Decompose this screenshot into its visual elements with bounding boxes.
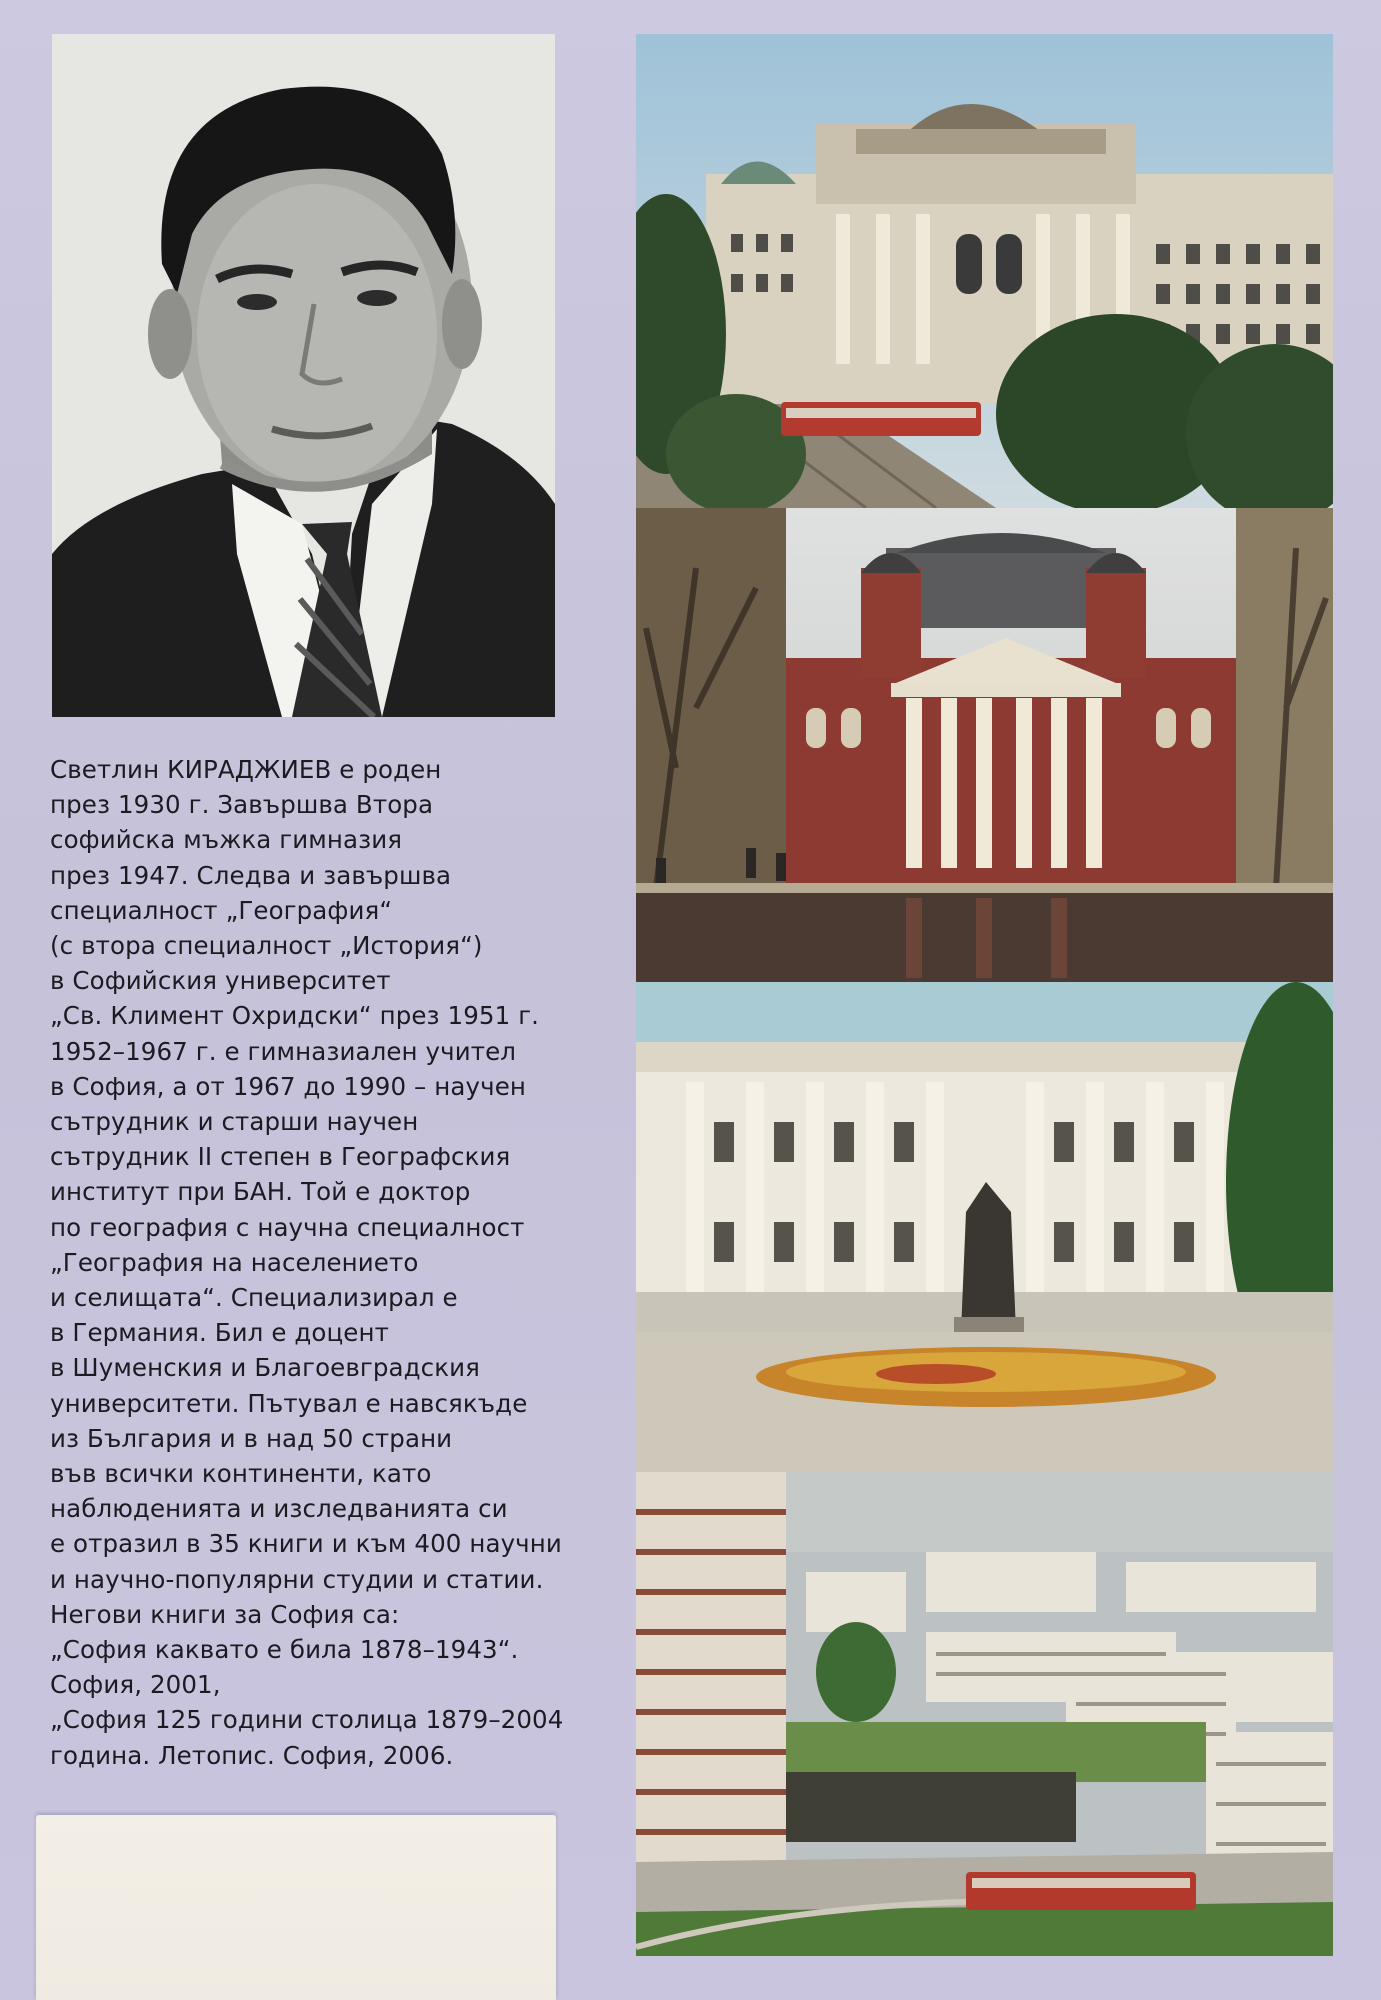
- university-building-photo: [636, 34, 1333, 508]
- author-portrait-photo: [52, 34, 555, 717]
- author-biography: [50, 752, 610, 1773]
- bio-line: „София каквато е била 1878–1943“.: [50, 1635, 519, 1665]
- bio-line: и научно-популярни студии и статии.: [50, 1564, 544, 1594]
- bio-line: е отразил в 35 книги и към 400 научни: [50, 1529, 562, 1559]
- bio-line: Светлин КИРАДЖИЕВ е роден: [50, 755, 442, 784]
- residential-district-photo: [636, 1472, 1333, 1956]
- bio-line: сътрудник II степен в Географския: [50, 1142, 511, 1172]
- bio-line: по география с научна специалност: [50, 1212, 525, 1242]
- bio-line: Негови книги за София са:: [50, 1599, 400, 1629]
- bio-line: 1952–1967 г. е гимназиален учител: [50, 1036, 517, 1066]
- national-theatre-photo: [636, 508, 1333, 982]
- bio-line: във всички континенти, като: [50, 1459, 432, 1489]
- bio-line: из България и в над 50 страни: [50, 1423, 453, 1453]
- bio-line: в София, а от 1967 до 1990 – научен: [50, 1071, 526, 1101]
- bio-line: (с втора специалност „История“): [50, 931, 483, 961]
- bio-line: „География на населението: [50, 1247, 419, 1277]
- bio-line: през 1947. Следва и завършва: [50, 860, 452, 890]
- bio-line: София, 2001,: [50, 1670, 221, 1700]
- bio-line: в Софийския университет: [50, 966, 391, 996]
- bio-line: софийска мъжка гимназия: [50, 825, 403, 855]
- bio-line: специалност „География“: [50, 895, 393, 925]
- national-library-photo: [636, 982, 1333, 1472]
- bio-line: в Германия. Бил е доцент: [50, 1318, 389, 1348]
- bio-line: през 1930 г. Завършва Втора: [50, 790, 434, 820]
- bio-line: година. Летопис. София, 2006.: [50, 1740, 454, 1770]
- bio-line: институт при БАН. Той е доктор: [50, 1177, 471, 1207]
- bio-line: сътрудник и старши научен: [50, 1107, 419, 1137]
- bio-line: „София 125 години столица 1879–2004: [50, 1705, 564, 1735]
- bio-line: „Св. Климент Охридски“ през 1951 г.: [50, 1001, 540, 1031]
- bio-line: в Шуменския и Благоевградския: [50, 1353, 480, 1383]
- bio-line: и селищата“. Специализирал е: [50, 1283, 458, 1313]
- bio-line: университети. Пътувал е навсякъде: [50, 1388, 528, 1418]
- bio-line: наблюденията и изследванията си: [50, 1494, 508, 1524]
- blank-sticker: [36, 1815, 556, 2000]
